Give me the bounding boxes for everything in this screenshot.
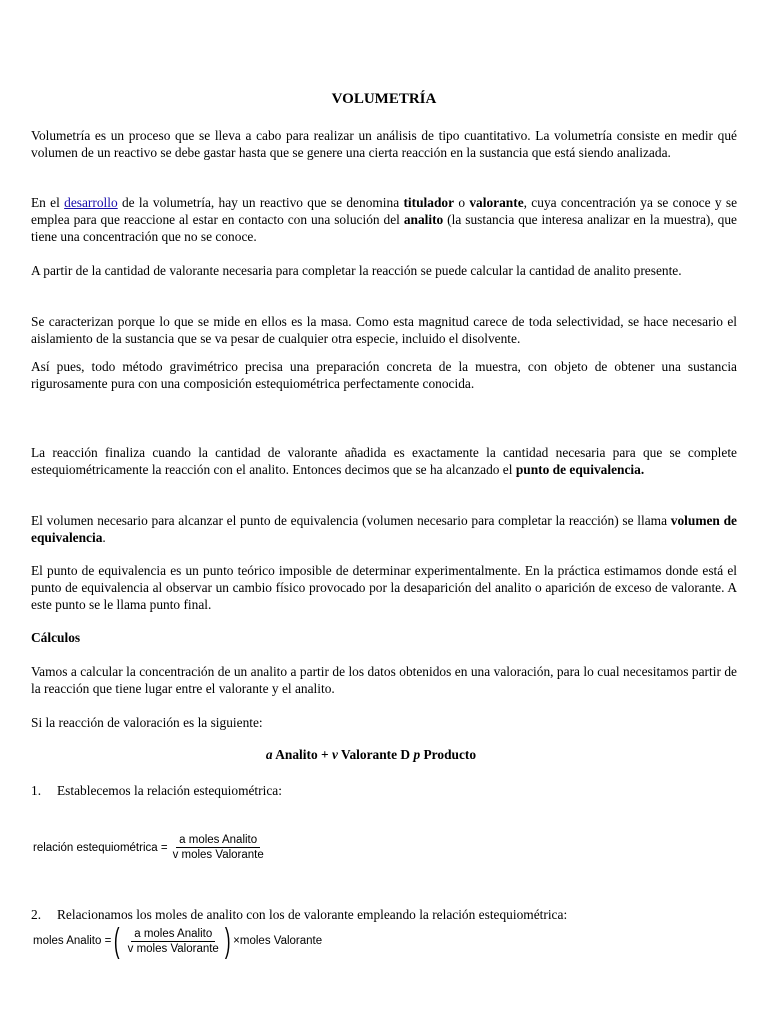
text-segment: . bbox=[102, 530, 106, 545]
left-paren: ( bbox=[114, 922, 120, 960]
calculos-heading: Cálculos bbox=[31, 630, 81, 645]
coef-v: v bbox=[331, 747, 338, 762]
paragraph-punto-equivalencia bbox=[31, 444, 737, 478]
step-2 bbox=[31, 906, 737, 923]
desarrollo-link[interactable]: desarrollo bbox=[64, 195, 118, 210]
formula-lhs: moles Analito = bbox=[33, 935, 112, 947]
bold-term-volumen-equivalencia: volumen de equivalencia bbox=[31, 513, 737, 545]
bold-term-titulador: titulador bbox=[403, 195, 455, 210]
paragraph-intro: Volumetría es un proceso que se lleva a cabo para realizar un análisis de tipo cuantitativo. La volumetría consiste en medir qué volumen de un reactivo se debe gastar hasta que se genere una cierta reacción en la sustancia que está siendo analizada. bbox=[31, 128, 737, 160]
paragraph-masa: Se caracterizan porque lo que se mide en ellos es la masa. Como esta magnitud carece de toda selectividad, se hace necesario el aislamiento de la sustancia que se va pesar de cualquier otra especie, incluido el disolvente. bbox=[31, 314, 737, 346]
paragraph-volumen-equivalencia bbox=[31, 512, 737, 546]
formula-lhs: relación estequiométrica = bbox=[33, 841, 168, 854]
eq-segment: Producto bbox=[420, 747, 477, 762]
fraction-numerator: a moles Analito bbox=[131, 928, 215, 942]
bold-term-analito: analito bbox=[403, 212, 444, 227]
fraction-denominator: v moles Valorante bbox=[172, 849, 264, 861]
eq-segment: Analito + bbox=[272, 747, 332, 762]
step-text: Establecemos la relación estequiométrica: bbox=[57, 783, 282, 798]
text-segment: , cuya concentración ya se conoce y se emplea para que reaccione al estar en contacto con una solución del bbox=[31, 195, 738, 227]
text-segment: El volumen necesario para alcanzar el punto de equivalencia (volumen necesario para completar la reacción) se llama bbox=[31, 513, 671, 528]
formula-parenthesized-fraction bbox=[111, 922, 233, 960]
formula-rhs: ×moles Valorante bbox=[233, 935, 323, 947]
formula-moles-analito bbox=[33, 922, 323, 960]
reaction-equation bbox=[0, 747, 742, 763]
coef-a: a bbox=[265, 747, 273, 762]
text-segment: En el bbox=[31, 195, 65, 210]
paragraph-vamos-calcular: Vamos a calcular la concentración de un analito a partir de los datos obtenidos en una valoración, para lo cual necesitamos partir de la reacción que tiene lugar entre el valorante y el analito. bbox=[31, 664, 737, 696]
right-paren: ) bbox=[224, 922, 231, 960]
text-segment: o bbox=[454, 195, 470, 210]
step-number: 1. bbox=[31, 783, 42, 798]
bold-term-valorante: valorante bbox=[469, 195, 524, 210]
paragraph-calculo-analito: A partir de la cantidad de valorante necesaria para completar la reacción se puede calcular la cantidad de analito presente. bbox=[31, 263, 682, 278]
fraction-numerator: a moles Analito bbox=[176, 834, 260, 848]
bold-term-punto-equivalencia: punto de equivalencia. bbox=[515, 462, 645, 477]
coef-p: p bbox=[413, 747, 421, 762]
paragraph-punto-final: El punto de equivalencia es un punto teórico imposible de determinar experimentalmente. En la práctica estimamos donde está el punto de equivalencia al observar un cambio físico provocado por la desaparición del analito o aparición de exceso de valorante. A este punto se le llama punto final. bbox=[31, 563, 737, 612]
step-number: 2. bbox=[31, 907, 42, 922]
formula-relacion-estequiometrica bbox=[33, 834, 267, 861]
text-segment: (la sustancia que interesa analizar en la muestra), que tiene una concentración que no se conoce. bbox=[31, 212, 737, 244]
page-title: VOLUMETRÍA bbox=[331, 91, 437, 107]
paragraph-titulador bbox=[31, 194, 737, 245]
text-segment: de la volumetría, hay un reactivo que se denomina bbox=[117, 195, 404, 210]
formula-fraction bbox=[125, 928, 222, 955]
paragraph-reaccion-valoracion: Si la reacción de valoración es la siguiente: bbox=[31, 715, 263, 730]
paragraph-gravimetrico: Así pues, todo método gravimétrico precisa una preparación concreta de la muestra, con objeto de obtener una sustancia rigurosamente pura con una composición estequiométrica perfectamente conocida. bbox=[31, 359, 737, 391]
formula-fraction bbox=[170, 834, 267, 861]
fraction-denominator: v moles Valorante bbox=[127, 942, 219, 955]
step-text: Relacionamos los moles de analito con los de valorante empleando la relación estequiométrica: bbox=[57, 907, 568, 922]
text-segment: La reacción finaliza cuando la cantidad de valorante añadida es exactamente la cantidad necesaria para que se complete estequiométricamente la reacción con el analito. Entonces decimos que se ha alcanzado el bbox=[31, 445, 737, 477]
step-1 bbox=[31, 782, 737, 799]
eq-segment: Valorante D bbox=[337, 747, 414, 762]
